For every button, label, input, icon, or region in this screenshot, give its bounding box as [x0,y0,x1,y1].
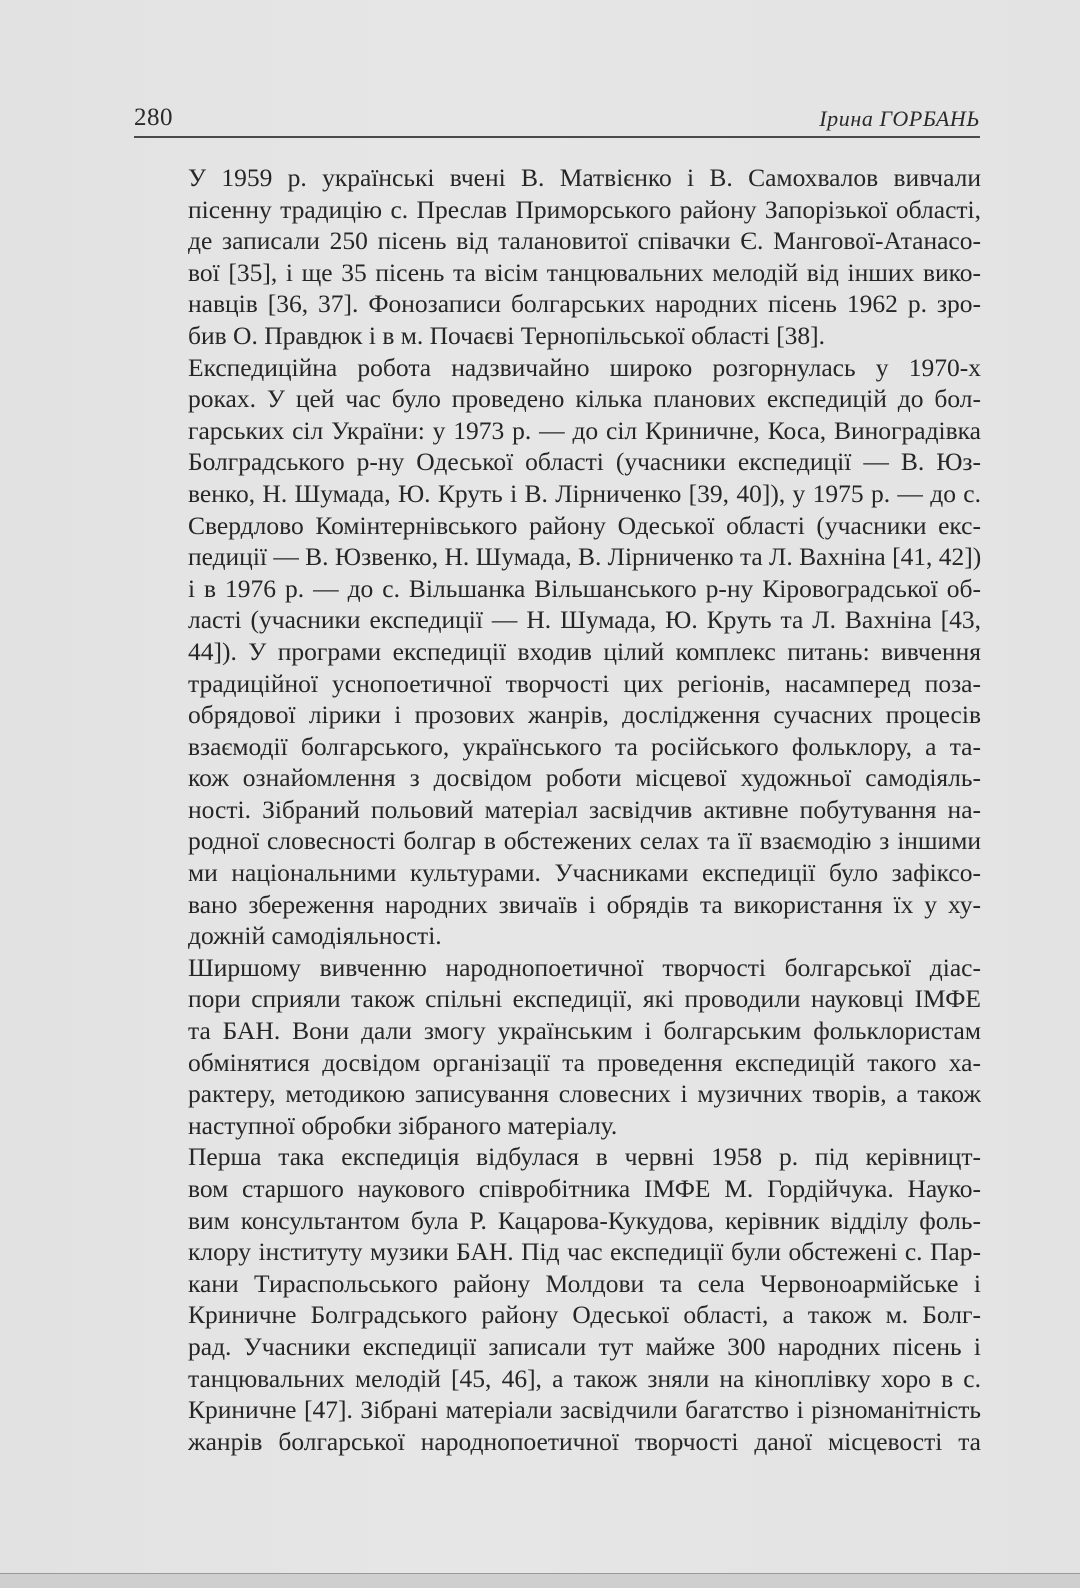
text-line: пори сприяли також спільні експедиції, які проводили науковці ІМФЕ [188,984,981,1014]
text-line: взаємодії болгарського, українського та російського фольклору, а та- [188,731,981,761]
text-line: Болградського р-ну Одеської області (учасники експедиції — В. Юз- [188,447,981,477]
text-line: обрядової лірики і прозових жанрів, дослідження сучасних процесів [188,700,981,730]
text-line: вом старшого наукового співробітника ІМФЕ М. Гордійчука. Науко- [188,1174,981,1203]
text-line: вано збереження народних звичаїв і обрядів та використання їх у ху- [188,889,981,919]
text-line: пісенну традицію с. Преслав Приморського району Запорізької області, [188,194,981,224]
text-line: педиції — В. Юзвенко, Н. Шумада, В. Лірниченко та Л. Вахніна [41, 42]) [188,542,982,572]
text-line: навців [36, 37]. Фонозаписи болгарських народних пісень 1962 р. зро- [188,289,981,319]
text-line: дожній самодіяльності. [188,921,442,951]
running-title: Ірина ГОРБАНЬ [819,106,980,131]
body-text [133,162,981,1457]
text-line: Криничне Болградського району Одеської області, а також м. Болг- [188,1300,981,1330]
page-header [134,100,980,138]
text-line: і в 1976 р. — до с. Вільшанка Вільшанського р-ну Кіровоградської об- [188,573,981,603]
text-line: 44]). У програми експедиції входив цілий комплекс питань: вивчення [188,636,981,666]
text-line: Криничне [47]. Зібрані матеріали засвідчили багатство і різноманітність [188,1395,981,1425]
paragraph-1 [133,162,981,352]
text-line: вої [35], і ще 35 пісень та вісім танцювальних мелодій від інших вико- [188,257,981,287]
text-line: гарських сіл України: у 1973 р. — до сіл Криничне, Коса, Виноградівка [188,415,981,445]
text-line: Свердлово Комінтернівського району Одеської області (учасники екс- [188,510,981,540]
text-line: обмінятися досвідом організації та проведення експедицій такого ха- [188,1047,981,1077]
text-line: ласті (учасники експедиції — Н. Шумада, Ю. Круть та Л. Вахніна [43, [188,605,981,635]
text-line: танцювальних мелодій [45, 46], а також зняли на кіноплівку хоро в с. [188,1363,981,1393]
text-line: кож ознайомлення з досвідом роботи місцевої художньої самодіяль- [188,763,981,793]
text-line: рад. Учасники експедиції записали тут майже 300 народних пісень і [188,1331,981,1361]
text-line: ми національними культурами. Учасниками експедиції було зафіксо- [188,858,981,888]
text-line: кани Тираспольського району Молдови та села Червоноармійське і [188,1268,981,1298]
text-line: венко, Н. Шумада, Ю. Круть і В. Лірниченко [39, 40]), у 1975 р. — до с. [188,478,981,508]
text-line: ності. Зібраний польовий матеріал засвідчив активне побутування на- [188,794,981,824]
text-line: бив О. Правдюк і в м. Почаєві Тернопільської області [38]. [188,320,826,350]
text-line: вим консультантом була Р. Кацарова-Кукудова, керівник відділу фоль- [188,1205,981,1235]
text-line: традиційної уснопоетичної творчості цих регіонів, насамперед поза- [188,668,981,698]
text-line: рактеру, методикою записування словесних і музичних творів, а також [188,1079,981,1109]
text-line: У 1959 р. українські вчені В. Матвієнко і В. Самохвалов вивчали [188,163,981,192]
text-line: де записали 250 пісень від талановитої співачки Є. Мангової-Атанасо- [188,226,981,256]
page-number: 280 [134,104,173,131]
text-line: Ширшому вивченню народнопоетичної творчості болгарської діас- [188,952,981,982]
text-line: клору інституту музики БАН. Під час експедиції були обстежені с. Пар- [188,1237,981,1267]
text-line: роках. У цей час було проведено кілька планових експедицій до бол- [188,384,981,414]
text-line: Експедиційна робота надзвичайно широко розгорнулась у 1970-х [188,352,981,382]
page-bottom-edge [0,1573,1080,1588]
text-line: Перша така експедиція відбулася в червні 1958 р. під керівницт- [188,1142,981,1172]
paragraph-4 [133,1141,981,1457]
paragraph-3 [133,952,981,1142]
text-line: родної словесності болгар в обстежених селах та її взаємодію з іншими [188,826,981,856]
text-line: жанрів болгарської народнопоетичної творчості даної місцевості та [188,1426,981,1456]
text-line: наступної обробки зібраного матеріалу. [188,1110,618,1140]
text-line: та БАН. Вони дали змогу українським і болгарським фольклористам [188,1016,981,1046]
paragraph-2 [133,352,981,952]
